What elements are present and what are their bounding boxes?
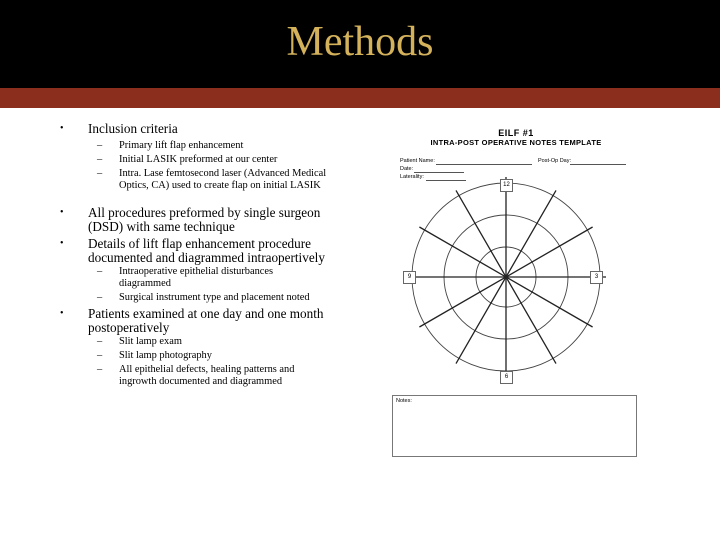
laterality-label: Laterality: (400, 174, 424, 180)
operative-notes-template (392, 128, 640, 458)
accent-bar (0, 88, 720, 108)
sub-bullet (97, 168, 337, 192)
clock-label-3: 3 (590, 271, 603, 284)
slide-title: Methods (286, 19, 434, 65)
bullet-inclusion-criteria (60, 121, 348, 136)
date-label: Date: (400, 166, 414, 172)
dash-icon: – (97, 168, 103, 179)
clock-label-9: 9 (403, 271, 416, 284)
bullet-icon: • (60, 123, 64, 134)
post-op-day-label: Post-Op Day: (538, 158, 572, 164)
sub-bullet-text: All epithelial defects, healing patterns and ingrowth documented and diagrammed (119, 364, 295, 387)
sub-bullet (97, 350, 339, 362)
sub-bullet (97, 336, 339, 348)
bullet-icon: • (60, 238, 64, 249)
bullet-icon: • (60, 308, 64, 319)
sub-bullet-text: Surgical instrument type and placement noted (119, 292, 310, 303)
dash-icon: – (97, 292, 103, 303)
dash-icon: – (97, 364, 103, 375)
sub-bullet (97, 154, 339, 166)
dash-icon: – (97, 336, 103, 347)
bullet-single-surgeon (60, 205, 358, 234)
sub-bullet-text: Initial LASIK preformed at our center (119, 154, 278, 165)
bullet-text: Details of lift flap enhancement procedure documented and diagrammed intraopertively (88, 236, 325, 265)
notes-label: Notes: (396, 398, 412, 404)
clock-label-6: 6 (500, 371, 513, 384)
sub-bullet-text: Intra. Lase femtosecond laser (Advanced Medical Optics, CA) used to create flap on initial LASIK (119, 168, 327, 191)
bullet-text: Patients examined at one day and one month postoperatively (88, 306, 324, 335)
dash-icon: – (97, 350, 103, 361)
sub-bullet-text: Primary lift flap enhancement (119, 140, 244, 151)
bullet-details (60, 236, 358, 265)
dash-icon: – (97, 140, 103, 151)
sub-bullet (97, 266, 319, 290)
form-title: EILF #1 (498, 128, 534, 138)
bullet-text: Inclusion criteria (88, 121, 178, 136)
sub-bullet (97, 364, 334, 388)
sub-bullet (97, 140, 339, 152)
clock-label-12: 12 (500, 179, 513, 192)
form-subtitle: INTRA-POST OPERATIVE NOTES TEMPLATE (430, 138, 602, 147)
bullet-icon: • (60, 207, 64, 218)
sub-bullet-text: Slit lamp photography (119, 350, 212, 361)
sub-bullet-text: Intraoperative epithelial disturbances diagrammed (119, 266, 274, 289)
clock-diagram (392, 128, 640, 393)
dash-icon: – (97, 154, 103, 165)
sub-bullet-text: Slit lamp exam (119, 336, 182, 347)
clock-spokes (406, 177, 606, 377)
sub-bullet (97, 292, 359, 304)
bullet-text: All procedures preformed by single surgeon (DSD) with same technique (88, 205, 321, 234)
patient-name-label: Patient Name: (400, 158, 435, 164)
dash-icon: – (97, 266, 103, 277)
bullet-patients-examined (60, 306, 353, 335)
notes-box (392, 395, 637, 457)
